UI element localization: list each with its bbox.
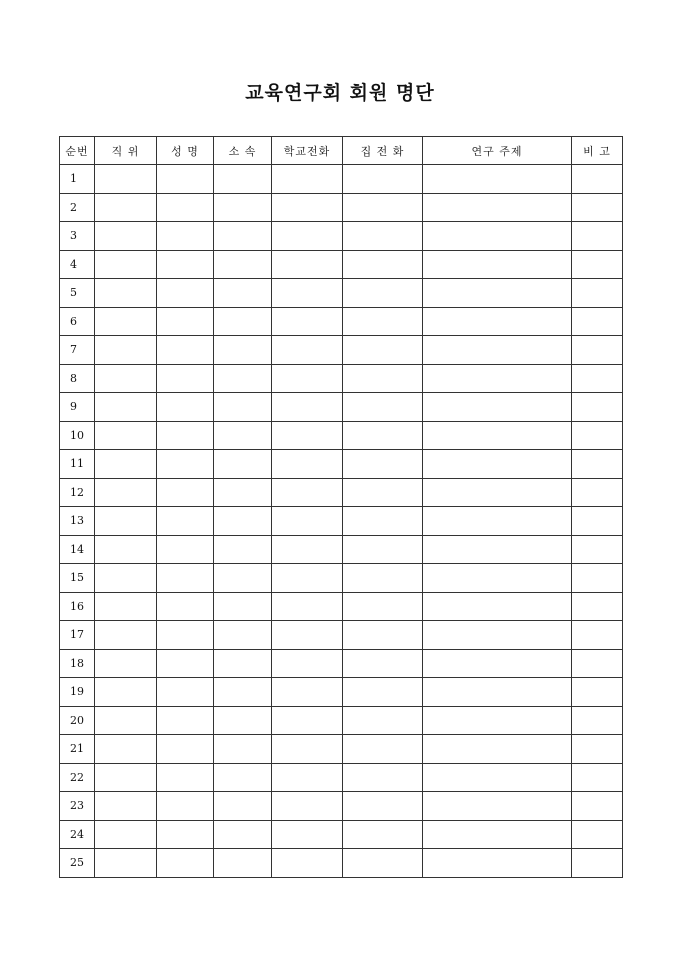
row-number-cell: 19 <box>60 678 95 707</box>
table-row <box>60 393 623 422</box>
school-phone-cell <box>272 279 343 308</box>
column-header-name: 성 명 <box>157 137 214 165</box>
row-number-cell: 20 <box>60 706 95 735</box>
table-row <box>60 621 623 650</box>
research-topic-cell <box>423 222 572 251</box>
remarks-cell <box>572 592 623 621</box>
remarks-cell <box>572 820 623 849</box>
name-cell <box>157 564 214 593</box>
affiliation-cell <box>214 222 272 251</box>
table-row <box>60 706 623 735</box>
home-phone-cell <box>343 193 423 222</box>
home-phone-cell <box>343 792 423 821</box>
name-cell <box>157 706 214 735</box>
home-phone-cell <box>343 222 423 251</box>
table-row <box>60 649 623 678</box>
position-cell <box>95 507 157 536</box>
affiliation-cell <box>214 193 272 222</box>
name-cell <box>157 250 214 279</box>
remarks-cell <box>572 564 623 593</box>
home-phone-cell <box>343 307 423 336</box>
name-cell <box>157 735 214 764</box>
school-phone-cell <box>272 421 343 450</box>
table-row <box>60 165 623 194</box>
research-topic-cell <box>423 279 572 308</box>
affiliation-cell <box>214 706 272 735</box>
affiliation-cell <box>214 165 272 194</box>
research-topic-cell <box>423 735 572 764</box>
remarks-cell <box>572 507 623 536</box>
row-number-cell: 2 <box>60 193 95 222</box>
remarks-cell <box>572 792 623 821</box>
school-phone-cell <box>272 735 343 764</box>
home-phone-cell <box>343 621 423 650</box>
remarks-cell <box>572 735 623 764</box>
affiliation-cell <box>214 649 272 678</box>
research-topic-cell <box>423 478 572 507</box>
row-number-cell: 3 <box>60 222 95 251</box>
school-phone-cell <box>272 222 343 251</box>
name-cell <box>157 792 214 821</box>
name-cell <box>157 450 214 479</box>
row-number-cell: 4 <box>60 250 95 279</box>
remarks-cell <box>572 279 623 308</box>
row-number-cell: 18 <box>60 649 95 678</box>
affiliation-cell <box>214 393 272 422</box>
remarks-cell <box>572 621 623 650</box>
affiliation-cell <box>214 279 272 308</box>
row-number-cell: 21 <box>60 735 95 764</box>
school-phone-cell <box>272 364 343 393</box>
table-row <box>60 678 623 707</box>
home-phone-cell <box>343 649 423 678</box>
remarks-cell <box>572 678 623 707</box>
research-topic-cell <box>423 564 572 593</box>
school-phone-cell <box>272 763 343 792</box>
table-row <box>60 193 623 222</box>
home-phone-cell <box>343 678 423 707</box>
research-topic-cell <box>423 649 572 678</box>
home-phone-cell <box>343 706 423 735</box>
column-header-number: 순번 <box>60 137 95 165</box>
research-topic-cell <box>423 763 572 792</box>
row-number-cell: 23 <box>60 792 95 821</box>
table-row <box>60 364 623 393</box>
table-row <box>60 564 623 593</box>
position-cell <box>95 592 157 621</box>
school-phone-cell <box>272 478 343 507</box>
remarks-cell <box>572 649 623 678</box>
remarks-cell <box>572 307 623 336</box>
affiliation-cell <box>214 735 272 764</box>
table-row <box>60 592 623 621</box>
remarks-cell <box>572 706 623 735</box>
research-topic-cell <box>423 393 572 422</box>
affiliation-cell <box>214 820 272 849</box>
remarks-cell <box>572 222 623 251</box>
affiliation-cell <box>214 507 272 536</box>
row-number-cell: 22 <box>60 763 95 792</box>
table-row <box>60 535 623 564</box>
school-phone-cell <box>272 849 343 878</box>
remarks-cell <box>572 193 623 222</box>
research-topic-cell <box>423 336 572 365</box>
school-phone-cell <box>272 193 343 222</box>
home-phone-cell <box>343 592 423 621</box>
name-cell <box>157 592 214 621</box>
research-topic-cell <box>423 165 572 194</box>
research-topic-cell <box>423 706 572 735</box>
column-header-remarks: 비 고 <box>572 137 623 165</box>
table-row <box>60 222 623 251</box>
position-cell <box>95 279 157 308</box>
table-row <box>60 763 623 792</box>
affiliation-cell <box>214 478 272 507</box>
name-cell <box>157 763 214 792</box>
research-topic-cell <box>423 678 572 707</box>
name-cell <box>157 393 214 422</box>
row-number-cell: 14 <box>60 535 95 564</box>
affiliation-cell <box>214 250 272 279</box>
table-row <box>60 307 623 336</box>
affiliation-cell <box>214 849 272 878</box>
name-cell <box>157 678 214 707</box>
research-topic-cell <box>423 849 572 878</box>
table-row <box>60 849 623 878</box>
column-header-school-phone: 학교전화 <box>272 137 343 165</box>
home-phone-cell <box>343 735 423 764</box>
position-cell <box>95 820 157 849</box>
school-phone-cell <box>272 307 343 336</box>
name-cell <box>157 364 214 393</box>
affiliation-cell <box>214 564 272 593</box>
remarks-cell <box>572 165 623 194</box>
home-phone-cell <box>343 820 423 849</box>
school-phone-cell <box>272 535 343 564</box>
home-phone-cell <box>343 535 423 564</box>
school-phone-cell <box>272 649 343 678</box>
table-row <box>60 792 623 821</box>
home-phone-cell <box>343 564 423 593</box>
remarks-cell <box>572 849 623 878</box>
row-number-cell: 17 <box>60 621 95 650</box>
name-cell <box>157 507 214 536</box>
table-row <box>60 450 623 479</box>
remarks-cell <box>572 250 623 279</box>
name-cell <box>157 336 214 365</box>
school-phone-cell <box>272 564 343 593</box>
affiliation-cell <box>214 421 272 450</box>
research-topic-cell <box>423 820 572 849</box>
row-number-cell: 11 <box>60 450 95 479</box>
school-phone-cell <box>272 792 343 821</box>
home-phone-cell <box>343 165 423 194</box>
remarks-cell <box>572 535 623 564</box>
affiliation-cell <box>214 535 272 564</box>
school-phone-cell <box>272 621 343 650</box>
column-header-home-phone: 집 전 화 <box>343 137 423 165</box>
position-cell <box>95 678 157 707</box>
home-phone-cell <box>343 763 423 792</box>
name-cell <box>157 820 214 849</box>
school-phone-cell <box>272 507 343 536</box>
affiliation-cell <box>214 621 272 650</box>
research-topic-cell <box>423 507 572 536</box>
row-number-cell: 5 <box>60 279 95 308</box>
school-phone-cell <box>272 165 343 194</box>
position-cell <box>95 621 157 650</box>
affiliation-cell <box>214 592 272 621</box>
table-row <box>60 336 623 365</box>
research-topic-cell <box>423 621 572 650</box>
home-phone-cell <box>343 336 423 365</box>
research-topic-cell <box>423 421 572 450</box>
column-header-affiliation: 소 속 <box>214 137 272 165</box>
affiliation-cell <box>214 364 272 393</box>
home-phone-cell <box>343 849 423 878</box>
home-phone-cell <box>343 507 423 536</box>
row-number-cell: 25 <box>60 849 95 878</box>
table-row <box>60 279 623 308</box>
position-cell <box>95 336 157 365</box>
row-number-cell: 16 <box>60 592 95 621</box>
remarks-cell <box>572 393 623 422</box>
table-row <box>60 250 623 279</box>
row-number-cell: 9 <box>60 393 95 422</box>
research-topic-cell <box>423 592 572 621</box>
row-number-cell: 7 <box>60 336 95 365</box>
row-number-cell: 8 <box>60 364 95 393</box>
position-cell <box>95 421 157 450</box>
remarks-cell <box>572 450 623 479</box>
page-title: 교육연구회 회원 명단 <box>245 82 435 104</box>
research-topic-cell <box>423 535 572 564</box>
name-cell <box>157 421 214 450</box>
research-topic-cell <box>423 307 572 336</box>
remarks-cell <box>572 364 623 393</box>
row-number-cell: 1 <box>60 165 95 194</box>
position-cell <box>95 165 157 194</box>
position-cell <box>95 393 157 422</box>
home-phone-cell <box>343 421 423 450</box>
affiliation-cell <box>214 792 272 821</box>
table-row <box>60 735 623 764</box>
position-cell <box>95 735 157 764</box>
position-cell <box>95 250 157 279</box>
position-cell <box>95 849 157 878</box>
column-header-position: 직 위 <box>95 137 157 165</box>
affiliation-cell <box>214 336 272 365</box>
home-phone-cell <box>343 279 423 308</box>
row-number-cell: 15 <box>60 564 95 593</box>
name-cell <box>157 307 214 336</box>
row-number-cell: 10 <box>60 421 95 450</box>
remarks-cell <box>572 763 623 792</box>
research-topic-cell <box>423 193 572 222</box>
affiliation-cell <box>214 763 272 792</box>
affiliation-cell <box>214 678 272 707</box>
home-phone-cell <box>343 364 423 393</box>
name-cell <box>157 165 214 194</box>
member-roster-table <box>59 136 623 878</box>
home-phone-cell <box>343 450 423 479</box>
position-cell <box>95 478 157 507</box>
column-header-research-topic: 연구 주제 <box>423 137 572 165</box>
table-body <box>60 165 623 878</box>
position-cell <box>95 222 157 251</box>
affiliation-cell <box>214 307 272 336</box>
table-row <box>60 820 623 849</box>
position-cell <box>95 535 157 564</box>
position-cell <box>95 564 157 593</box>
position-cell <box>95 193 157 222</box>
home-phone-cell <box>343 393 423 422</box>
table-row <box>60 478 623 507</box>
table-row <box>60 421 623 450</box>
school-phone-cell <box>272 250 343 279</box>
home-phone-cell <box>343 250 423 279</box>
research-topic-cell <box>423 250 572 279</box>
name-cell <box>157 649 214 678</box>
table-row <box>60 507 623 536</box>
remarks-cell <box>572 421 623 450</box>
row-number-cell: 12 <box>60 478 95 507</box>
position-cell <box>95 706 157 735</box>
research-topic-cell <box>423 450 572 479</box>
position-cell <box>95 792 157 821</box>
position-cell <box>95 364 157 393</box>
position-cell <box>95 649 157 678</box>
school-phone-cell <box>272 450 343 479</box>
row-number-cell: 13 <box>60 507 95 536</box>
name-cell <box>157 478 214 507</box>
name-cell <box>157 621 214 650</box>
affiliation-cell <box>214 450 272 479</box>
table-header-row <box>60 137 623 165</box>
position-cell <box>95 763 157 792</box>
name-cell <box>157 535 214 564</box>
research-topic-cell <box>423 792 572 821</box>
row-number-cell: 6 <box>60 307 95 336</box>
name-cell <box>157 193 214 222</box>
remarks-cell <box>572 336 623 365</box>
row-number-cell: 24 <box>60 820 95 849</box>
name-cell <box>157 279 214 308</box>
school-phone-cell <box>272 336 343 365</box>
school-phone-cell <box>272 678 343 707</box>
school-phone-cell <box>272 706 343 735</box>
school-phone-cell <box>272 592 343 621</box>
name-cell <box>157 222 214 251</box>
home-phone-cell <box>343 478 423 507</box>
school-phone-cell <box>272 820 343 849</box>
remarks-cell <box>572 478 623 507</box>
research-topic-cell <box>423 364 572 393</box>
name-cell <box>157 849 214 878</box>
position-cell <box>95 307 157 336</box>
school-phone-cell <box>272 393 343 422</box>
position-cell <box>95 450 157 479</box>
